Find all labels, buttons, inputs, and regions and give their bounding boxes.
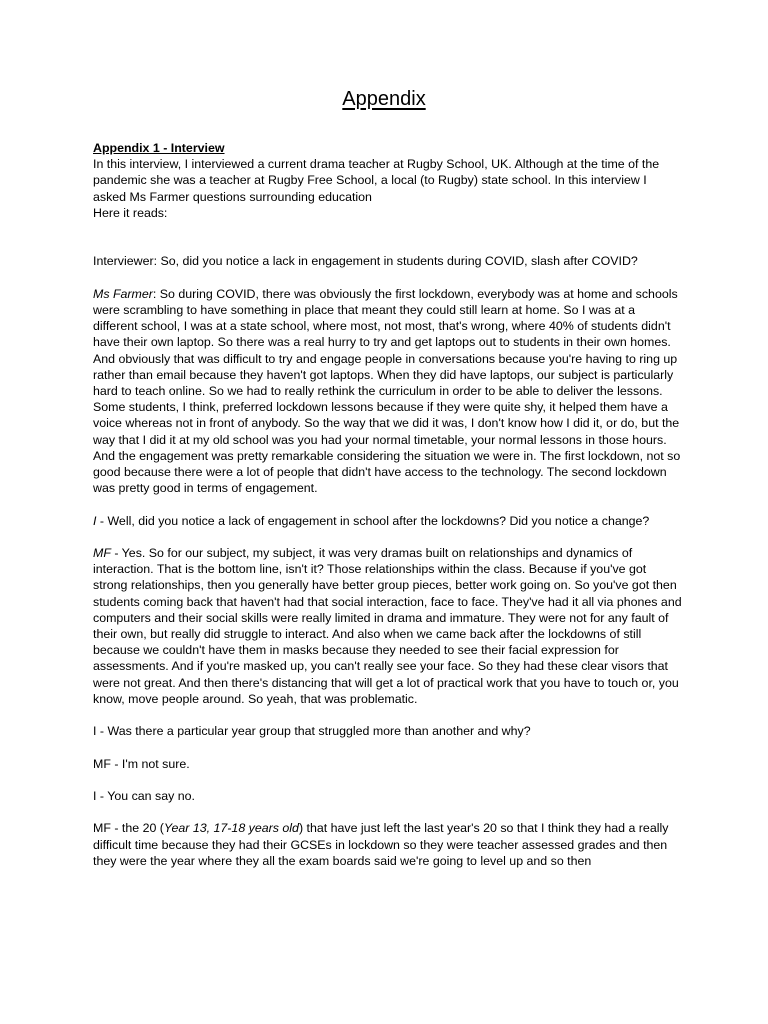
page-title: Appendix [342, 88, 426, 110]
answer-3: MF - I'm not sure. [93, 756, 190, 771]
here-it-reads: Here it reads: [93, 205, 168, 220]
question-2-text: - Well, did you notice a lack of engagement in school after the lockdowns? Did you notice a change? [96, 513, 650, 528]
question-1: Interviewer: So, did you notice a lack in engagement in students during COVID, slash after COVID? [93, 254, 638, 269]
answer-1-speaker: Ms Farmer [93, 286, 153, 301]
answer-4-text: ) that have just left the last year's 20 so that I think they had a really difficult time because they had their GCSEs in lockdown so they were teacher assessed grades and then they were the year where they all the exam boards said we're going to level up and so then [93, 821, 669, 868]
document-body [93, 140, 683, 885]
answer-4 [93, 820, 683, 869]
intro-block [93, 140, 683, 221]
answer-2 [93, 545, 683, 707]
question-4: I - You can say no. [93, 789, 195, 803]
answer-2-speaker: MF [93, 546, 111, 560]
section-heading: Appendix 1 - Interview [93, 141, 225, 155]
answer-1 [93, 286, 683, 497]
question-3: I - Was there a particular year group that struggled more than another and why? [93, 724, 531, 739]
spacer [93, 221, 683, 237]
answer-4-prefix: MF - the 20 ( [93, 821, 164, 836]
answer-1-text: : So during COVID, there was obviously the first lockdown, everybody was at home and schools were scrambling to have something in place that meant they could still learn at home. So I was at a different school, I was at a state school, where most, not most, that's wrong, where 40% of students didn't have their own laptop. So there was a real hurry to try and get laptops out to students in their own homes. And obviously that was difficult to try and engage people in conversations because you're having to ring up rather than email because they haven't got laptops. When they did have laptops, our subject is particularly hard to teach online. So we had to really rethink the curriculum in order to be able to deliver the lessons. Some students, I think, preferred lockdown lessons because if they were quite shy, it helped them have a voice whereas not in front of anybody. So the way that we did it was, I don't know how I did it, or do, but the way that I did it at my old school was you had your normal timetable, your normal lessons in those hours. And the engagement was pretty remarkable considering the situation we were in. The first lockdown, not so good because there were a lot of people that didn't have access to the technology. The second lockdown was pretty good in terms of engagement. [93, 286, 681, 496]
answer-4-italic: Year 13, 17-18 years old [163, 821, 299, 836]
answer-2-text: - Yes. So for our subject, my subject, it was very dramas built on relationships and dynamics of interaction. That is the bottom line, isn't it? Those relationships within the class. Because if you've got strong relationships, then you generally have better group pieces, better work going on. So you've got then students coming back that haven't had that social interaction, face to face. They've had it all via phones and computers and their social skills were really limited in drama and immature. They were not for any fault of their own, but really did struggle to interact. And also when we came back after the lockdowns of still because we couldn't have them in masks because they needed to see their facial expression for assessments. And if you're masked up, you can't really see your face. So they had these clear visors that were not great. And then there's distancing that will get a lot of practical work that you have to touch or, you know, move people around. So yeah, that was problematic. [93, 546, 682, 706]
question-2 [93, 513, 683, 529]
question-2-speaker: I [93, 513, 97, 528]
spacer [93, 237, 683, 253]
intro-paragraph: In this interview, I interviewed a current drama teacher at Rugby School, UK. Although at the time of the pandemic she was a teacher at Rugby Free School, a local (to Rugby) state school. In this interview I asked Ms Farmer questions surrounding education [93, 157, 660, 204]
